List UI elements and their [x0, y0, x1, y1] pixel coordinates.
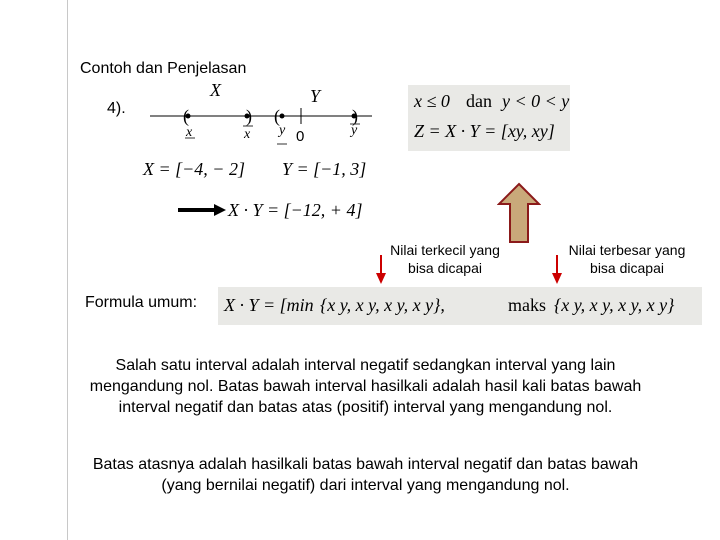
product-result-equation: X · Y = [−12, + 4] [228, 200, 363, 220]
interval-y-equation: Y = [−1, 3] [282, 159, 367, 179]
condition-y-contains-zero: y < 0 < y [502, 91, 570, 111]
caption-max-value: Nilai terbesar yang bisa dicapai [568, 242, 686, 276]
explanation-paragraph-1: Salah satu interval adalah interval negatif sedangkan interval yang lain mengandung nol. Batas bawah interval hasilkali adalah hasil kali batas bawah interval negatif dan batas atas (positif) interval yang mengandung nol. [89, 357, 642, 416]
label-zero: 0 [296, 128, 305, 145]
label-lower-y: y [279, 123, 286, 138]
caption-min-value: Nilai terkecil yang bisa dicapai [390, 242, 500, 276]
condition-x-nonpositive: x ≤ 0 [414, 91, 450, 111]
bracket-close-y: ) [352, 106, 358, 126]
explanation-paragraph-2: Batas atasnya adalah hasilkali batas bawah interval negatif dan batas bawah (yang bernilai negatif) dari interval yang mengandung nol. [92, 456, 639, 494]
slide-title: Contoh dan Penjelasan [80, 60, 247, 77]
max-pointer-arrow-icon [551, 255, 563, 285]
formula-max-terms: {x y, x y, x y, x y} [554, 295, 675, 315]
formula-maks: maks [508, 295, 546, 315]
condition-box [408, 85, 570, 151]
example-number: 4). [107, 100, 126, 117]
left-margin-rule [67, 0, 68, 540]
bracket-close-x: ) [246, 106, 252, 126]
bracket-open-y: ( [274, 106, 280, 126]
bracket-open-x: ( [183, 106, 189, 126]
formula-lhs: X · Y = [min [224, 295, 314, 315]
label-set-x: X [210, 80, 221, 100]
condition-dan: dan [466, 91, 492, 111]
min-pointer-arrow-icon [375, 255, 387, 285]
up-arrow-icon [497, 182, 541, 244]
formula-label: Formula umum: [85, 294, 198, 311]
point-lower-y [280, 114, 285, 119]
general-formula-box [218, 287, 702, 325]
label-upper-x: x [244, 127, 251, 142]
condition-product-formula: Z = X · Y = [xy, xy] [414, 121, 555, 141]
label-lower-x: x [186, 125, 193, 140]
number-line-diagram [140, 78, 380, 148]
formula-min-terms: {x y, x y, x y, x y}, [320, 295, 445, 315]
result-arrow-icon [176, 202, 228, 218]
label-upper-y: y [351, 123, 358, 138]
label-set-y: Y [310, 86, 321, 106]
interval-x-equation: X = [−4, − 2] [143, 159, 245, 179]
